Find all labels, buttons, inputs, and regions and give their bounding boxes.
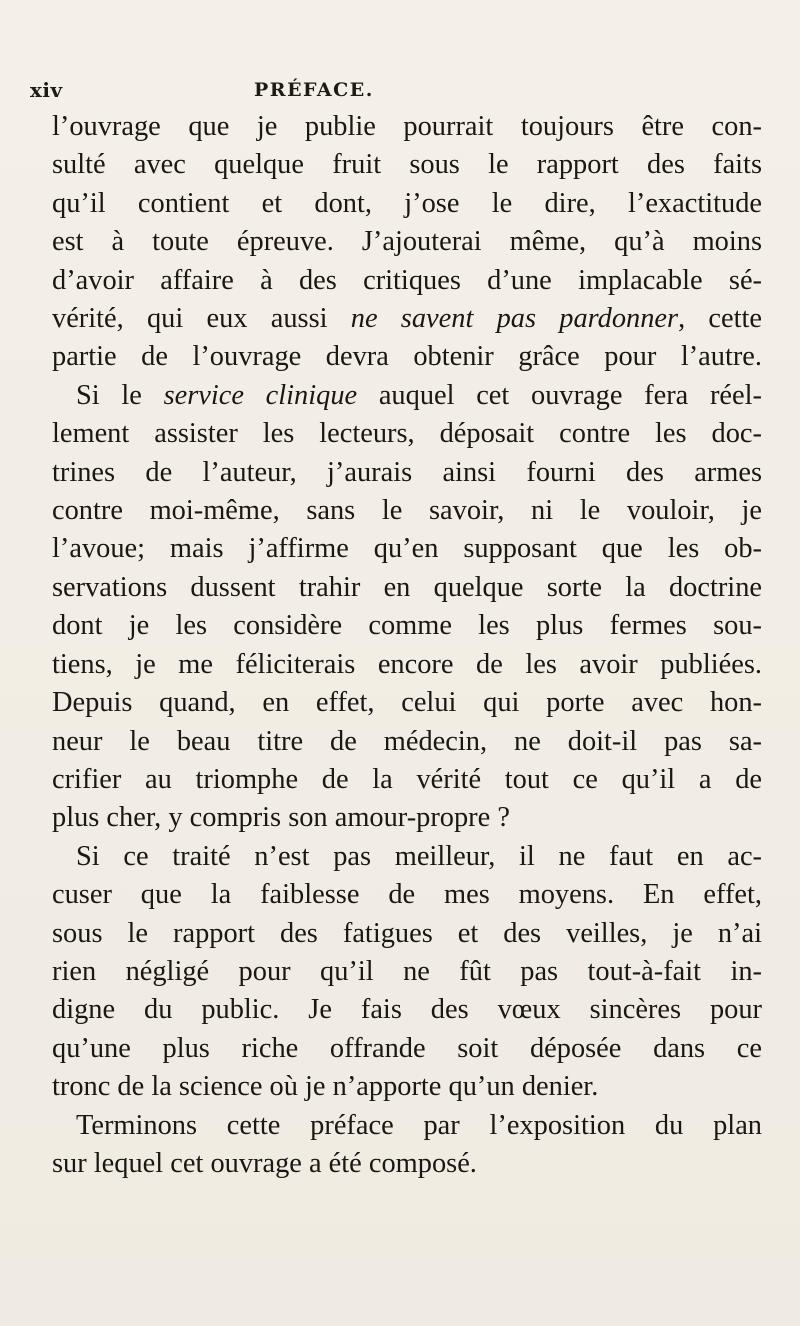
text-line bbox=[52, 876, 762, 914]
running-head: PRÉFACE. bbox=[254, 79, 374, 101]
text-segment: sur lequel cet ouvrage a été composé. bbox=[52, 1147, 477, 1179]
text-segment: est à toute épreuve. J’ajouterai même, qu’à moins bbox=[52, 226, 762, 258]
text-segment: vérité, qui eux aussi bbox=[52, 303, 351, 335]
text-segment: l’avoue; mais j’affirme qu’en supposant que les ob- bbox=[52, 533, 762, 565]
text-segment: crifier au triomphe de la vérité tout ce qu’il a de bbox=[52, 763, 762, 795]
text-segment: plus cher, y compris son amour-propre ? bbox=[52, 802, 510, 834]
text-segment: qu’une plus riche offrande soit déposée dans ce bbox=[52, 1032, 762, 1064]
text-line bbox=[52, 338, 762, 376]
text-line bbox=[52, 223, 762, 261]
text-line bbox=[52, 953, 762, 991]
body-text bbox=[52, 108, 762, 1183]
italic-text: service clinique bbox=[163, 379, 358, 411]
page-number: xiv bbox=[30, 78, 63, 102]
text-segment: Terminons cette préface par l’exposition du plan bbox=[76, 1109, 762, 1141]
text-segment: neur le beau titre de médecin, ne doit-il pas sa- bbox=[52, 725, 762, 757]
text-line bbox=[52, 530, 762, 568]
text-line bbox=[52, 1030, 762, 1068]
text-line bbox=[52, 646, 762, 684]
text-line bbox=[52, 1145, 762, 1183]
text-segment: servations dussent trahir en quelque sorte la doctrine bbox=[52, 571, 762, 603]
page-header bbox=[30, 78, 770, 108]
text-segment: l’ouvrage que je publie pourrait toujours être con- bbox=[52, 111, 762, 142]
text-segment: Si le bbox=[76, 379, 164, 411]
text-segment: tiens, je me féliciterais encore de les avoir publiées. bbox=[52, 648, 762, 680]
text-segment: rien négligé pour qu’il ne fût pas tout-à-fait in- bbox=[52, 955, 762, 987]
text-line bbox=[52, 415, 762, 453]
text-line bbox=[52, 991, 762, 1029]
text-segment: tronc de la science où je n’apporte qu’un denier. bbox=[52, 1071, 599, 1103]
italic-text: ne savent pas pardonner bbox=[350, 303, 679, 335]
text-segment: , cette bbox=[678, 303, 763, 335]
text-line bbox=[52, 569, 762, 607]
text-segment: sous le rapport des fatigues et des veilles, je n’ai bbox=[52, 917, 762, 949]
text-segment: dont je les considère comme les plus fermes sou- bbox=[52, 610, 762, 642]
text-line bbox=[52, 185, 762, 223]
text-segment: qu’il contient et dont, j’ose le dire, l’exactitude bbox=[52, 187, 762, 219]
text-line bbox=[52, 454, 762, 492]
text-line bbox=[52, 838, 762, 876]
text-segment: cuser que la faiblesse de mes moyens. En effet, bbox=[52, 879, 762, 911]
text-line bbox=[52, 684, 762, 722]
text-line bbox=[52, 1107, 762, 1145]
text-line bbox=[52, 146, 762, 184]
text-segment: contre moi-même, sans le savoir, ni le vouloir, je bbox=[52, 495, 762, 527]
text-segment: d’avoir affaire à des critiques d’une implacable sé- bbox=[52, 264, 762, 296]
text-segment: digne du public. Je fais des vœux sincères pour bbox=[52, 994, 762, 1026]
text-segment: Depuis quand, en effet, celui qui porte avec hon- bbox=[52, 687, 762, 719]
text-line bbox=[52, 915, 762, 953]
text-line bbox=[52, 723, 762, 761]
text-line bbox=[52, 377, 762, 415]
text-line bbox=[52, 262, 762, 300]
text-line bbox=[52, 799, 762, 837]
text-line bbox=[52, 607, 762, 645]
text-segment: auquel cet ouvrage fera réel- bbox=[357, 379, 762, 411]
text-segment: sulté avec quelque fruit sous le rapport des faits bbox=[52, 149, 762, 181]
text-line bbox=[52, 108, 762, 146]
text-segment: partie de l’ouvrage devra obtenir grâce pour l’autre. bbox=[52, 341, 762, 373]
text-segment: Si ce traité n’est pas meilleur, il ne faut en ac- bbox=[76, 840, 762, 872]
text-segment: trines de l’auteur, j’aurais ainsi fourni des armes bbox=[52, 456, 762, 488]
text-line bbox=[52, 761, 762, 799]
text-line bbox=[52, 300, 762, 338]
text-segment: lement assister les lecteurs, déposait contre les doc- bbox=[52, 418, 762, 450]
text-line bbox=[52, 492, 762, 530]
text-line bbox=[52, 1068, 762, 1106]
